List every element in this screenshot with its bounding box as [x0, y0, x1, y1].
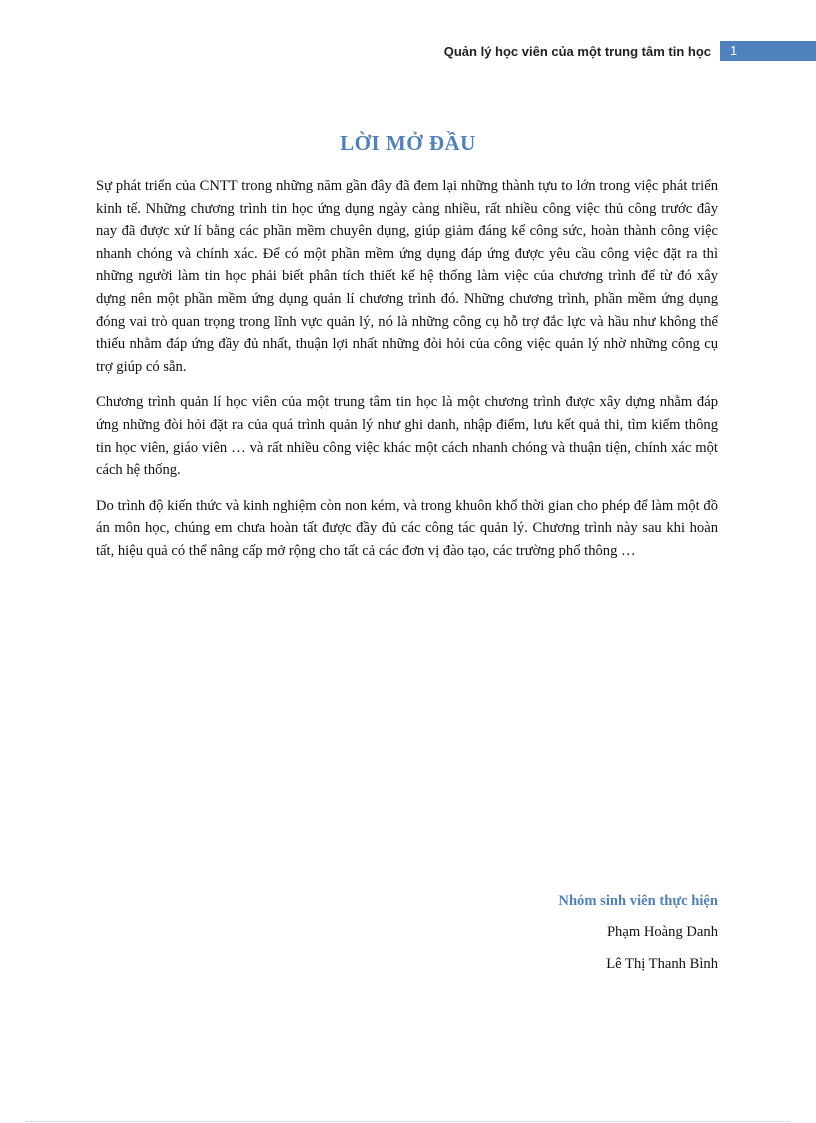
signature-member-1: Phạm Hoàng Danh	[606, 924, 718, 940]
signature-member-2: Lê Thị Thanh Bình	[606, 956, 718, 972]
header-title: Quản lý học viên của một trung tâm tin học	[443, 43, 711, 59]
paragraph-1: Sự phát triển của CNTT trong những năm gần đây đã đem lại những thành tựu to lớn trong việc phát triển kinh tế. Những chương trình tin học ứng dụng ngày càng nhiều, rất nhiều công việc thủ công trước đây nay đã được xử lí bằng các phần mềm chuyên dụng, giúp giảm đáng kể công sức, hoàn thành công việc nhanh chóng và chính xác. Để có một phần mềm ứng dụng đáp ứng được yêu cầu công việc đặt ra thì những người làm tin học phải biết phân tích thiết kế hệ thống làm việc của chương trình để từ đó xây dựng nên một phần mềm ứng dụng quản lí chương trình đó. Những chương trình, phần mềm ứng dụng đóng vai trò quan trọng trong lĩnh vực quản lý, nó là những công cụ hỗ trợ đắc lực và hầu như không thể thiếu nhằm đáp ứng đầy đủ nhất, thuận lợi nhất những đòi hỏi của công việc quản lý nhờ những công cụ trợ giúp có sẵn.	[96, 178, 718, 375]
document-title: LỜI MỞ ĐẦU	[340, 131, 476, 155]
paragraph-2: Chương trình quản lí học viên của một trung tâm tin học là một chương trình được xây dựng nhằm đáp ứng những đòi hỏi đặt ra của quá trình quản lý như ghi danh, nhập điểm, lưu kết quả thi, tìm kiếm thông tin học viên, giáo viên … và rất nhiều công việc khác một cách nhanh chóng và thuận tiện, chính xác một cách hệ thống.	[96, 394, 718, 479]
document-body	[96, 175, 718, 576]
page-number: 1	[720, 41, 816, 61]
page-header	[444, 40, 816, 62]
signature-title: Nhóm sinh viên thực hiện	[558, 893, 718, 909]
signature-block	[558, 893, 718, 988]
page-footer-divider	[26, 1121, 790, 1122]
paragraph-3: Do trình độ kiến thức và kinh nghiệm còn non kém, và trong khuôn khổ thời gian cho phép để làm một đồ án môn học, chúng em chưa hoàn tất được đầy đủ các công tác quản lý. Chương trình này sau khi hoàn tất, hiệu quả có thể nâng cấp mở rộng cho tất cả các đơn vị đào tạo, các trường phổ thông …	[96, 497, 718, 559]
